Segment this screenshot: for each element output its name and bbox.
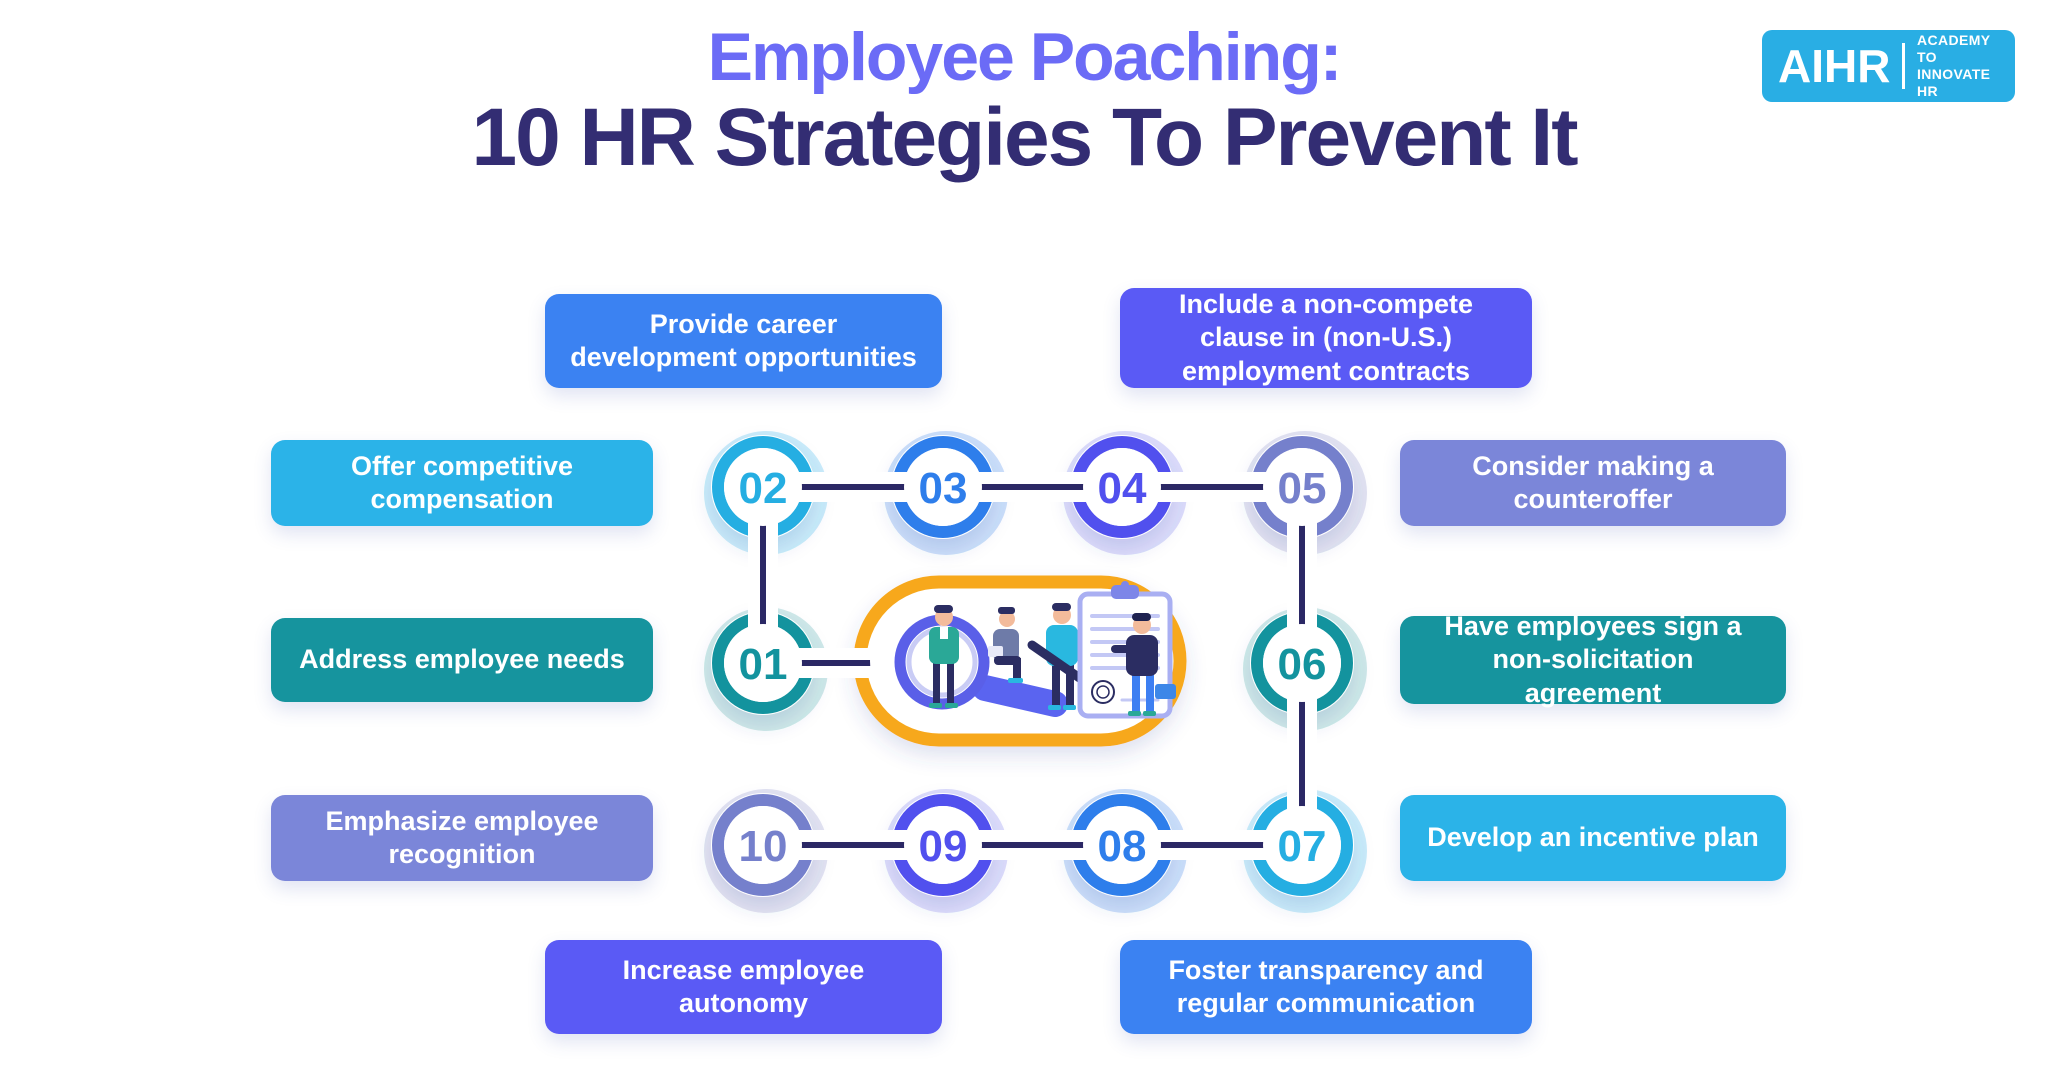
step-label-text-04: Include a non-compete clause in (non-U.S.) employment contracts: [1178, 288, 1474, 386]
step-label-box-09: [545, 940, 942, 1034]
step-label-box-05: [1400, 440, 1786, 526]
step-label-box-04: [1120, 288, 1532, 388]
step-number-08: 08: [1097, 822, 1147, 871]
step-number-07: 07: [1277, 822, 1327, 871]
step-number-02: 02: [738, 464, 788, 513]
step-label-text-10: Emphasize employee recognition: [325, 805, 599, 869]
step-number-04: 04: [1097, 464, 1147, 513]
step-number-06: 06: [1277, 640, 1327, 689]
step-label-box-03: [545, 294, 942, 388]
step-label-text-08: Foster transparency and regular communication: [1168, 954, 1484, 1018]
step-label-box-02: [271, 440, 653, 526]
step-number-03: 03: [918, 464, 968, 513]
logo-tagline-line-1: ACADEMY TO: [1916, 32, 1991, 66]
step-label-text-05: Consider making a counteroffer: [1472, 450, 1714, 514]
title-line-2: 10 HR Strategies To Prevent It: [471, 92, 1577, 184]
step-label-box-10: [271, 795, 653, 881]
step-number-09: 09: [918, 822, 968, 871]
step-label-text-01: Address employee needs: [299, 644, 625, 675]
step-label-text-07: Develop an incentive plan: [1427, 822, 1759, 853]
logo-brand-text: AIHR: [1778, 40, 1891, 92]
step-number-05: 05: [1277, 464, 1327, 513]
step-label-box-06: [1400, 610, 1786, 708]
step-number-01: 01: [738, 640, 788, 689]
briefcase-icon: [1155, 684, 1176, 699]
step-label-text-02: Offer competitive compensation: [350, 450, 574, 514]
magnifier-handle: [985, 688, 1055, 704]
logo-tagline-line-2: INNOVATE HR: [1916, 66, 1991, 99]
step-label-text-03: Provide career development opportunities: [570, 308, 917, 372]
step-number-10: 10: [738, 822, 788, 871]
step-label-box-01: [271, 618, 653, 702]
step-label-text-09: Increase employee autonomy: [622, 954, 865, 1018]
step-label-box-07: [1400, 795, 1786, 881]
title-line-1: Employee Poaching:: [707, 19, 1341, 95]
step-label-text-06: Have employees sign a non-solicitation agreement: [1444, 610, 1742, 708]
step-label-box-08: [1120, 940, 1532, 1034]
